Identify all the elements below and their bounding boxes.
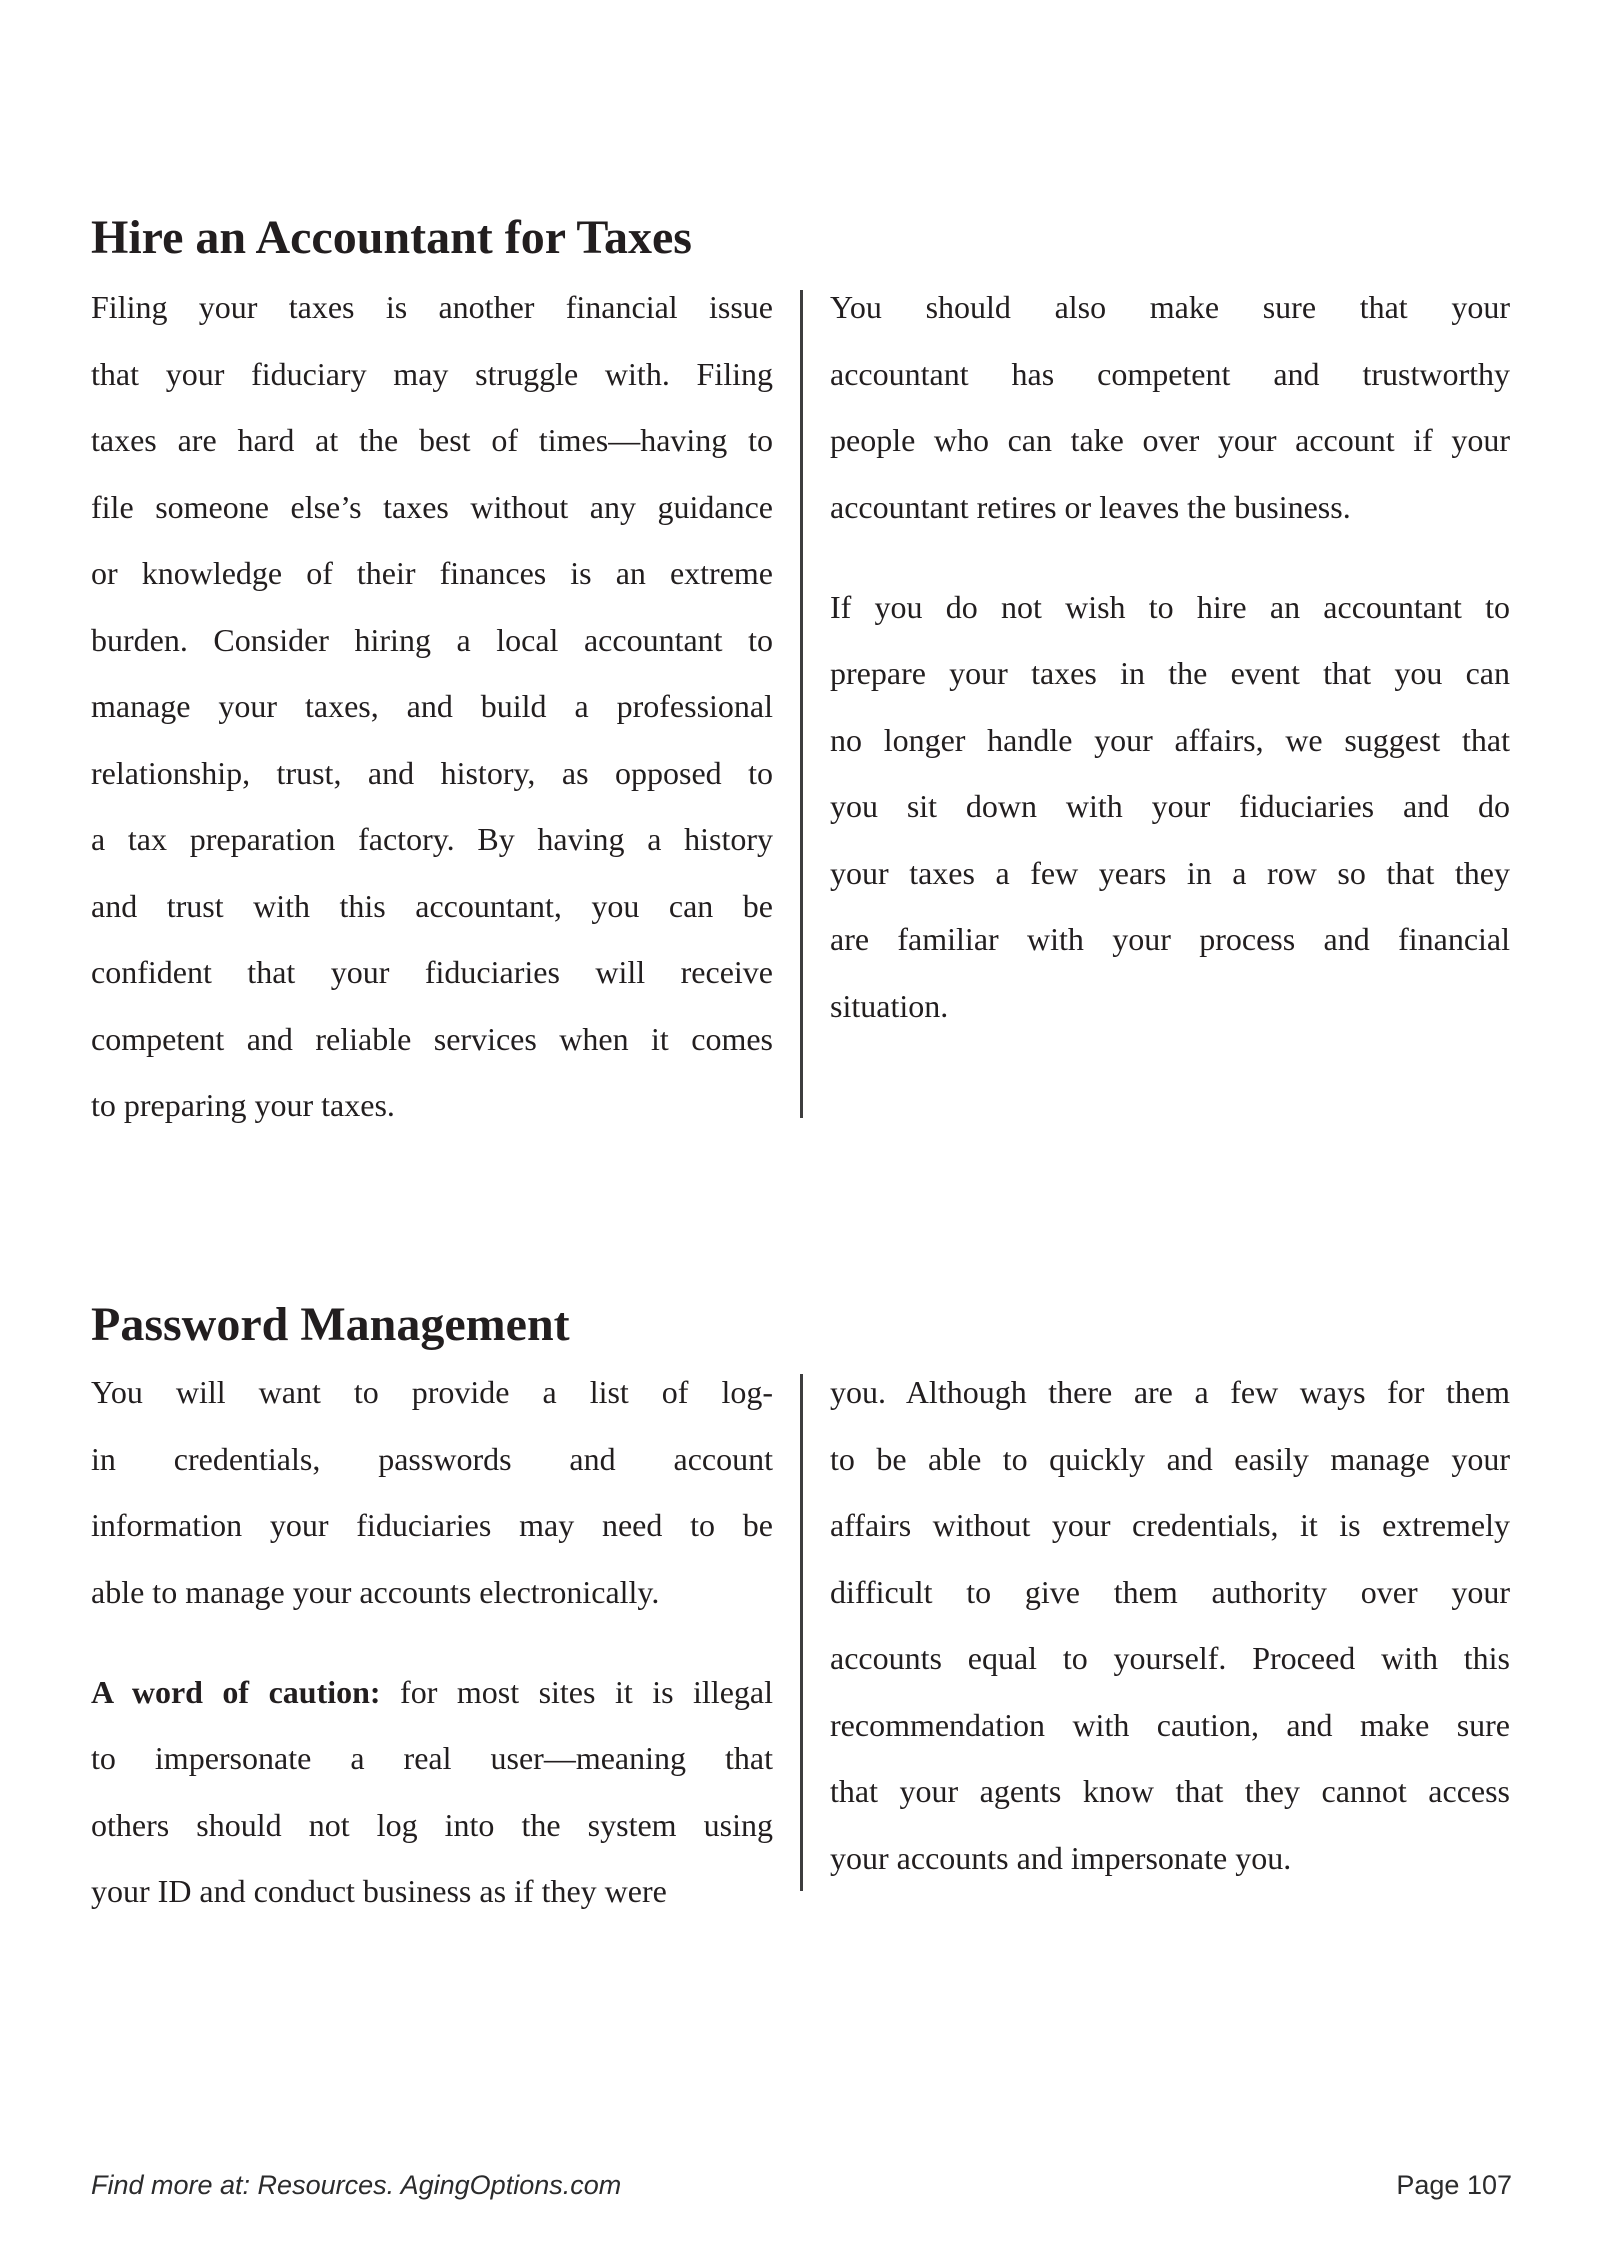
text-line: are familiar with your process and financial — [830, 921, 1510, 957]
page-number: Page 107 — [1396, 2170, 1512, 2200]
text-line: accountant retires or leaves the business. — [830, 488, 1351, 525]
paragraph — [830, 1359, 1510, 1891]
text-line: burden. Consider hiring a local accountant to — [91, 621, 773, 658]
text-line: or knowledge of their finances is an extreme — [91, 555, 773, 591]
text-line: to impersonate a real user—meaning that — [91, 1740, 773, 1776]
section-2-left-column — [91, 1359, 773, 1925]
text-line: competent and reliable services when it comes — [91, 1020, 773, 1057]
text-line: taxes are hard at the best of times—having to — [91, 422, 773, 458]
page-footer — [91, 2168, 1512, 2202]
text-line: that your fiduciary may struggle with. Filing — [91, 355, 773, 392]
section-heading-hire-an-accountant: Hire an Accountant for Taxes — [91, 211, 692, 265]
text-line: confident that your fiduciaries will receive — [91, 954, 773, 990]
text-line: your ID and conduct business as if they were — [91, 1873, 667, 1909]
text-line: and trust with this accountant, you can be — [91, 887, 773, 924]
text-line: people who can take over your account if your — [830, 422, 1510, 458]
text-line: others should not log into the system using — [91, 1806, 773, 1843]
text-line: no longer handle your affairs, we suggest that — [830, 721, 1510, 758]
text-line: file someone else’s taxes without any guidance — [91, 488, 773, 525]
paragraph — [91, 274, 773, 1139]
text-line: able to manage your accounts electronically. — [91, 1573, 660, 1610]
text-line: relationship, trust, and history, as opposed to — [91, 754, 773, 791]
paragraph — [91, 1659, 773, 1925]
text-line: If you do not wish to hire an accountant to — [830, 588, 1510, 625]
text-line: accounts equal to yourself. Proceed with this — [830, 1640, 1510, 1676]
section-1-right-column — [830, 274, 1510, 1039]
text-line: A word of caution: for most sites it is illegal — [91, 1673, 773, 1710]
text-line: You will want to provide a list of log- — [91, 1374, 773, 1410]
text-line: Filing your taxes is another financial issue — [91, 289, 773, 325]
text-line: affairs without your credentials, it is extremely — [830, 1507, 1510, 1543]
text-line: information your fiduciaries may need to be — [91, 1507, 773, 1543]
section-2-right-column — [830, 1359, 1510, 1891]
text-line: to be able to quickly and easily manage your — [830, 1440, 1510, 1477]
text-line: that your agents know that they cannot access — [830, 1773, 1510, 1809]
text-line: you sit down with your fiduciaries and do — [830, 788, 1510, 824]
text-line: recommendation with caution, and make sure — [830, 1706, 1510, 1743]
text-line: prepare your taxes in the event that you can — [830, 655, 1510, 691]
paragraph — [830, 274, 1510, 540]
text-line: your taxes a few years in a row so that they — [830, 854, 1510, 891]
text-line: in credentials, passwords and account — [91, 1440, 773, 1477]
text-line: manage your taxes, and build a professional — [91, 688, 773, 724]
text-line: difficult to give them authority over your — [830, 1573, 1510, 1610]
text-line: a tax preparation factory. By having a history — [91, 821, 773, 857]
text-line: situation. — [830, 987, 949, 1024]
text-line: You should also make sure that your — [830, 289, 1510, 325]
text-line: you. Although there are a few ways for them — [830, 1374, 1510, 1410]
column-divider — [800, 1374, 803, 1891]
text-line: to preparing your taxes. — [91, 1087, 395, 1123]
section-1-left-column — [91, 274, 773, 1139]
text-line: your accounts and impersonate you. — [830, 1839, 1292, 1876]
section-heading-password-management: Password Management — [91, 1298, 570, 1352]
column-divider — [800, 290, 803, 1118]
paragraph — [830, 574, 1510, 1040]
text-line: accountant has competent and trustworthy — [830, 355, 1510, 392]
footer-resources-note: Find more at: Resources. AgingOptions.com — [91, 2170, 622, 2200]
bold-lead-in: A word of caution: — [91, 1673, 381, 1710]
paragraph — [91, 1359, 773, 1625]
